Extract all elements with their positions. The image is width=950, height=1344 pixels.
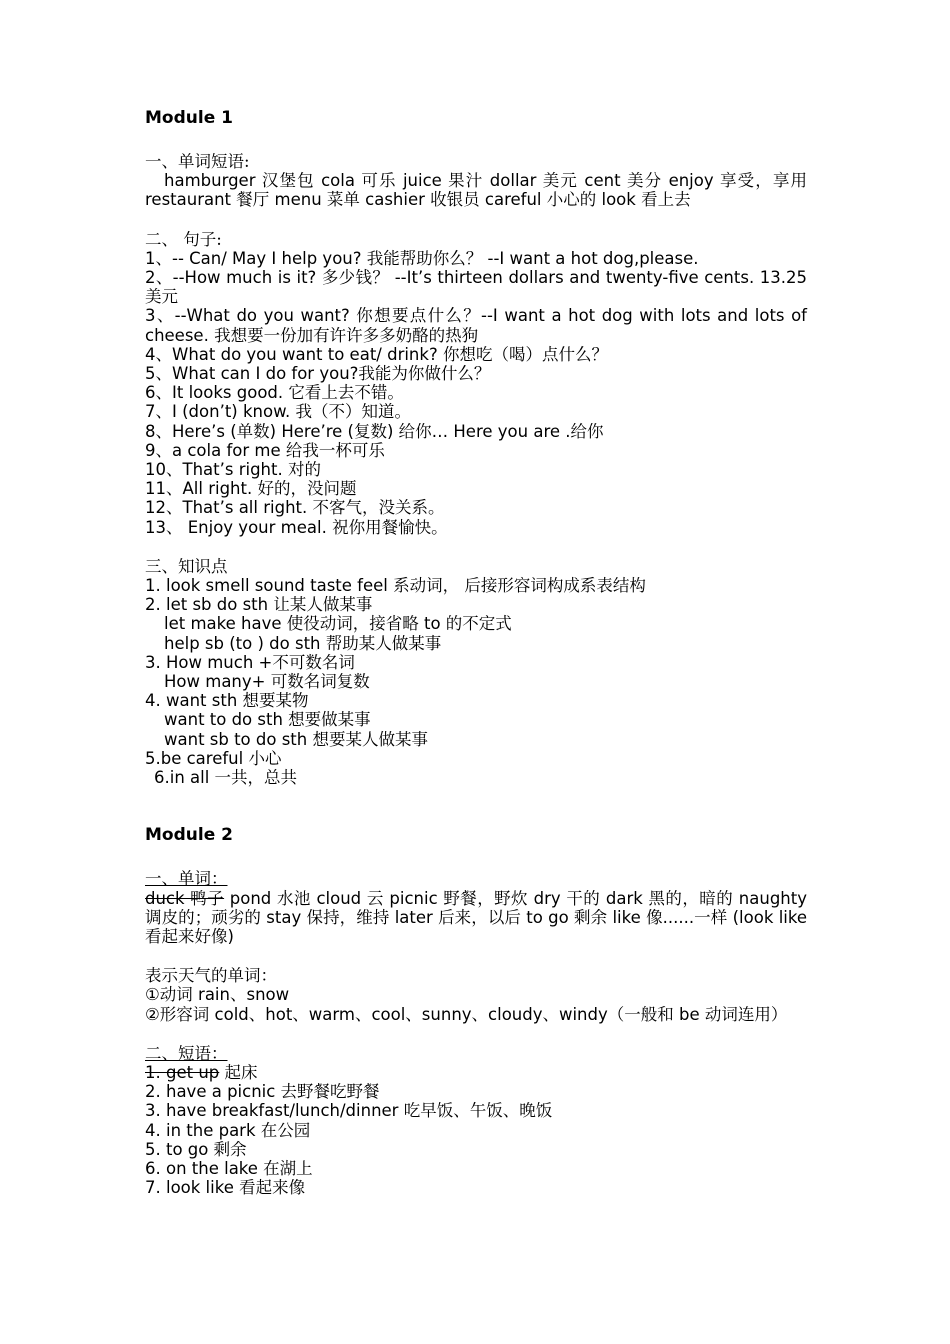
sentence-item: 7、I (don’t) know. 我（不）知道。 [145,402,412,422]
sentence-item: 5、What can I do for you?我能为你做什么？ [145,364,491,384]
knowledge-item: 4. want sth 想要某物 [145,691,309,711]
knowledge-item: want to do sth 想要做某事 [164,710,371,730]
knowledge-item: 2. let sb do sth 让某人做某事 [145,595,373,615]
phrase-item: 3. have breakfast/lunch/dinner 吃早饭、午饭、晚饭 [145,1101,553,1121]
module2-phrases-heading: 二、短语： [145,1043,228,1063]
sentence-item: 12、That’s all right. 不客气，没关系。 [145,498,445,518]
module2-title: Module 2 [145,825,233,846]
module2-vocab-text [145,889,807,947]
module2-vocab-heading: 一、单词： [145,869,228,889]
knowledge-item: let make have 使役动词，接省略 to 的不定式 [164,614,512,634]
sentence-item: 13、 Enjoy your meal. 祝你用餐愉快。 [145,517,448,537]
module1-knowledge-heading: 三、知识点 [145,556,228,576]
module1-sentences-heading: 二、 句子: [145,229,222,249]
sentence-item: 10、That’s right. 对的 [145,460,321,480]
sentence-item: 6、It looks good. 它看上去不错。 [145,383,404,403]
weather-heading: 表示天气的单词： [145,966,277,986]
weather-verbs: ①动词 rain、snow [145,985,290,1005]
phrase-item [145,1063,807,1082]
sentence-item: 1、-- Can/ May I help you? 我能帮助你么？ --I want a hot dog,please. [145,248,699,268]
struck-word: duck 鸭子 [145,888,225,908]
module1-vocab-text: hamburger 汉堡包 cola 可乐 juice 果汁 dollar 美元 cent 美分 enjoy 享受，享用 restaurant 餐厅 menu 菜单 cashier 收银员 careful 小心的 look 看上去 [145,171,807,210]
knowledge-item: 1. look smell sound taste feel 系动词， 后接形容词构成系表结构 [145,576,646,596]
module1-vocab-heading: 一、单词短语: [145,152,250,171]
sentence-item: 11、All right. 好的，没问题 [145,479,357,499]
knowledge-item: help sb (to ) do sth 帮助某人做某事 [164,633,442,653]
phrase-meaning: 起床 [219,1062,258,1082]
module1-title: Module 1 [145,108,233,128]
phrase-item: 7. look like 看起来像 [145,1178,306,1198]
sentence-item: 9、a cola for me 给我一杯可乐 [145,440,385,460]
phrase-item: 4. in the park 在公园 [145,1120,311,1140]
weather-adjectives: ②形容词 cold、hot、warm、cool、sunny、cloudy、windy（一般和 be 动词连用） [145,1004,788,1024]
module2-vocab-rest: pond 水池 cloud 云 picnic 野餐，野炊 dry 干的 dark 黑的，暗的 naughty 调皮的；顽劣的 stay 保持，维持 later 后来，以后 to go 剩余 like 像......一样 (look like 看起来好像) [145,888,807,946]
document-page [145,104,807,1197]
knowledge-item: 5.be careful 小心 [145,748,282,768]
phrase-item: 6. on the lake 在湖上 [145,1158,313,1178]
sentence-item: 8、Here’s (单数) Here’re (复数) 给你… Here you are .给你 [145,421,604,441]
knowledge-item: 3. How much +不可数名词 [145,652,355,672]
struck-phrase: 1. get up [145,1062,220,1082]
sentence-item: 4、What do you want to eat/ drink? 你想吃（喝）点什么？ [145,344,608,364]
knowledge-item: How many+ 可数名词复数 [164,672,370,692]
phrase-item: 2. have a picnic 去野餐吃野餐 [145,1082,380,1102]
sentence-item: 3、--What do you want? 你想要点什么？--I want a hot dog with lots and lots of cheese. 我想要一份加有许许多多奶酪的热狗 [145,306,807,345]
sentence-item: 2、--How much is it? 多少钱？ --It’s thirteen dollars and twenty-five cents. 13.25 美元 [145,268,807,307]
knowledge-item: 6.in all 一共，总共 [154,768,298,788]
knowledge-item: want sb to do sth 想要某人做某事 [164,729,428,749]
phrase-item: 5. to go 剩余 [145,1139,247,1159]
